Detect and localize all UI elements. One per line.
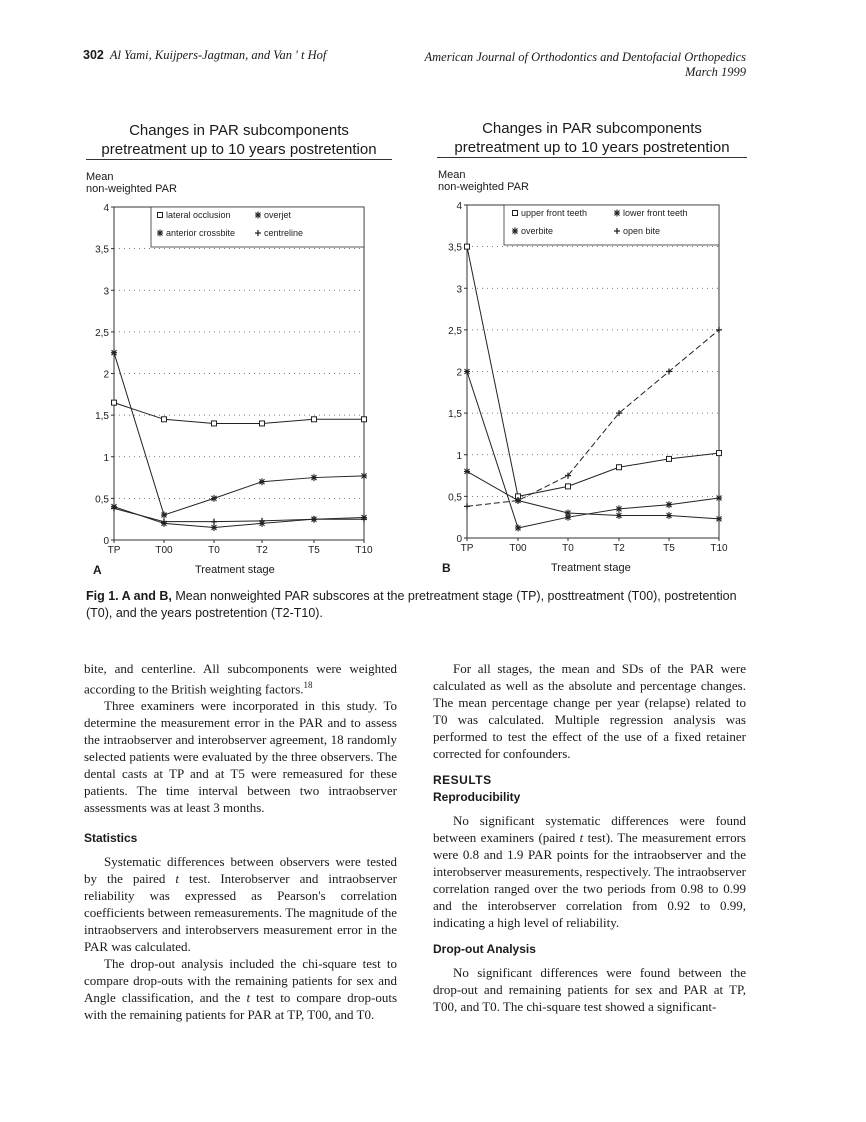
x-tick-label: T00 <box>509 543 527 554</box>
chart-legend <box>504 205 719 245</box>
legend-marker <box>513 211 518 216</box>
data-point <box>617 465 622 470</box>
paragraph: Systematic differences between observers were tested by the paired t test. Interobserver and intraobserver reliability was expressed as Pearson's correlation coefficients between remeasurements. The magnitude of the intraobservers and interobservers measurement error in the PAR was calculated. <box>84 854 397 955</box>
chart-a-xlabel: Treatment stage <box>195 564 275 576</box>
series-centreline <box>111 505 367 524</box>
paragraph: Three examiners were incorporated in this study. To determine the measurement error in the PAR and to assess the intraobserver and interobserver agreement, 18 randomly selected patients were evaluated by the three observers. The dental casts at TP and at T5 were remeasured for these patients. The time interval between two intraobserver assessments was at least 3 months. <box>84 698 397 816</box>
caption-label: Fig 1. A and B, <box>86 589 172 603</box>
section-heading-dropout: Drop-out Analysis <box>433 942 536 956</box>
data-point <box>464 503 470 509</box>
y-tick-label: 3,5 <box>448 242 462 254</box>
data-point <box>211 524 217 531</box>
x-tick-label: TP <box>460 543 474 554</box>
y-tick-label: 0 <box>456 534 462 545</box>
y-tick-label: 3 <box>456 284 462 296</box>
legend-label: open bite <box>623 226 661 236</box>
data-point <box>311 474 317 481</box>
chart-b-title: Changes in PAR subcomponents pretreatment up to 10 years postretention <box>437 119 747 158</box>
x-tick-label: T5 <box>308 545 320 556</box>
data-point <box>565 514 571 521</box>
data-point <box>717 451 722 456</box>
y-tick-label: 4 <box>103 203 109 214</box>
data-point <box>566 484 571 489</box>
series-line <box>467 330 719 506</box>
legend-label: centreline <box>264 228 304 238</box>
data-point <box>667 456 672 461</box>
chart-a-ylabel: Mean non-weighted PAR <box>86 171 177 195</box>
data-point <box>616 512 622 519</box>
legend-label: lower front teeth <box>623 208 688 218</box>
x-tick-label: T10 <box>355 545 373 556</box>
legend-marker <box>512 228 518 235</box>
x-tick-label: T0 <box>562 543 574 554</box>
series-lateral-occlusion <box>112 400 367 426</box>
legend-label: overbite <box>521 226 554 236</box>
data-point <box>716 495 722 502</box>
y-tick-label: 0,5 <box>95 494 109 506</box>
y-tick-label: 2,5 <box>448 325 462 337</box>
x-tick-label: T2 <box>613 543 625 554</box>
panel-letter-b: B <box>442 561 451 575</box>
section-heading-statistics: Statistics <box>84 831 138 846</box>
legend-marker <box>614 210 620 217</box>
header-journal: American Journal of Orthodontics and Dentofacial Orthopedics <box>424 50 746 64</box>
x-tick-label: T5 <box>663 543 675 554</box>
chart-a-title: Changes in PAR subcomponents pretreatment up to 10 years postretention <box>86 121 392 160</box>
legend-label: anterior crossbite <box>166 228 236 238</box>
panel-letter-a: A <box>93 563 102 577</box>
data-point <box>211 495 217 502</box>
data-point <box>362 417 367 422</box>
data-point <box>112 400 117 405</box>
x-tick-label: T0 <box>208 545 220 556</box>
series-overjet <box>111 349 367 518</box>
body-column-left <box>84 660 397 1023</box>
data-point <box>211 519 217 525</box>
paragraph: bite, and centerline. All subcomponents were weighted according to the British weighting factors.$^{18}$ <box>84 661 397 697</box>
data-point <box>666 501 672 508</box>
data-point <box>162 417 167 422</box>
x-tick-label: T00 <box>155 545 173 556</box>
data-point <box>259 478 265 485</box>
header-date: March 1999 <box>685 65 746 79</box>
header-authors: Al Yami, Kuijpers-Jagtman, and Van ' t Hof <box>109 48 327 62</box>
y-tick-label: 2 <box>103 369 109 381</box>
data-point <box>361 472 367 479</box>
paragraph: For all stages, the mean and SDs of the PAR were calculated as well as the absolute and percentage changes. The mean percentage change per year (relapse) related to T0 was calculated. Multiple regression analysis was performed to test the effect of the use of a fixed retainer corrected for confounders. <box>433 661 746 761</box>
data-point <box>464 468 470 475</box>
chart-b-ylabel: Mean non-weighted PAR <box>438 169 529 193</box>
series-overbite <box>464 368 722 532</box>
x-tick-label: T10 <box>710 543 728 554</box>
legend-label: lateral occlusion <box>166 210 231 220</box>
series-line <box>467 471 719 518</box>
data-point <box>716 515 722 522</box>
series-line <box>467 372 719 529</box>
y-tick-label: 0,5 <box>448 492 462 504</box>
chart-a <box>95 203 373 556</box>
y-tick-label: 1,5 <box>95 411 109 423</box>
series-anterior-crossbite <box>111 503 367 531</box>
data-point <box>312 417 317 422</box>
y-tick-label: 4 <box>456 201 462 212</box>
page-number: 302 <box>83 48 104 62</box>
legend-label: upper front teeth <box>521 208 588 218</box>
y-tick-label: 2,5 <box>95 327 109 339</box>
data-point <box>465 244 470 249</box>
section-heading-reproducibility: Reproducibility <box>433 790 521 804</box>
data-point <box>515 525 521 532</box>
data-point <box>616 505 622 512</box>
series-line <box>114 403 364 424</box>
y-tick-label: 1 <box>456 450 462 462</box>
x-tick-label: TP <box>107 545 121 556</box>
y-tick-label: 3,5 <box>95 244 109 256</box>
reference-superscript: 18 <box>303 680 313 690</box>
legend-marker <box>158 213 163 218</box>
y-tick-label: 2 <box>456 367 462 379</box>
chart-b-xlabel: Treatment stage <box>551 562 631 574</box>
data-point <box>666 512 672 519</box>
paragraph: The drop-out analysis included the chi-square test to compare drop-outs with the remaining patients for sex and Angle classification, and the t test to compare drop-outs with the remaining patients for PAR at TP, T00, and T0. <box>84 956 398 1023</box>
series-lower-front-teeth <box>464 468 722 522</box>
chart-legend <box>151 207 364 247</box>
data-point <box>260 421 265 426</box>
paragraph: No significant systematic differences were found between examiners (paired t test). The measurement errors were 0.8 and 1.9 PAR points for the intraobserver and the interobserver measurements, respectively. The intraobserver correlation ranged over the two periods from 0.98 to 0.99 and the interobserver correlation from 0.92 to 0.99, indicating a high level of reliability. <box>433 813 746 930</box>
y-tick-label: 0 <box>103 536 109 547</box>
section-heading-results: RESULTS <box>433 773 492 787</box>
y-tick-label: 1 <box>103 452 109 464</box>
caption-text: Mean nonweighted PAR subscores at the pretreatment stage (TP), posttreatment (T00), postretention (T0), and the years postretention (T2-T10). <box>86 589 737 620</box>
paragraph: No significant differences were found between the drop-out and remaining patients for sex and PAR at TP, T00, and T0. The chi-square test showed a significant- <box>433 965 746 1014</box>
figure-caption <box>86 588 756 622</box>
data-point <box>212 421 217 426</box>
legend-marker <box>255 212 261 219</box>
y-tick-label: 3 <box>103 286 109 298</box>
series-line <box>114 353 364 515</box>
body-column-right <box>433 660 746 1015</box>
y-tick-label: 1,5 <box>448 409 462 421</box>
chart-b <box>448 201 728 554</box>
x-tick-label: T2 <box>256 545 268 556</box>
series-line <box>114 507 364 528</box>
legend-marker <box>157 230 163 237</box>
data-point <box>464 368 470 375</box>
data-point <box>161 512 167 519</box>
legend-label: overjet <box>264 210 292 220</box>
data-point <box>111 349 117 356</box>
